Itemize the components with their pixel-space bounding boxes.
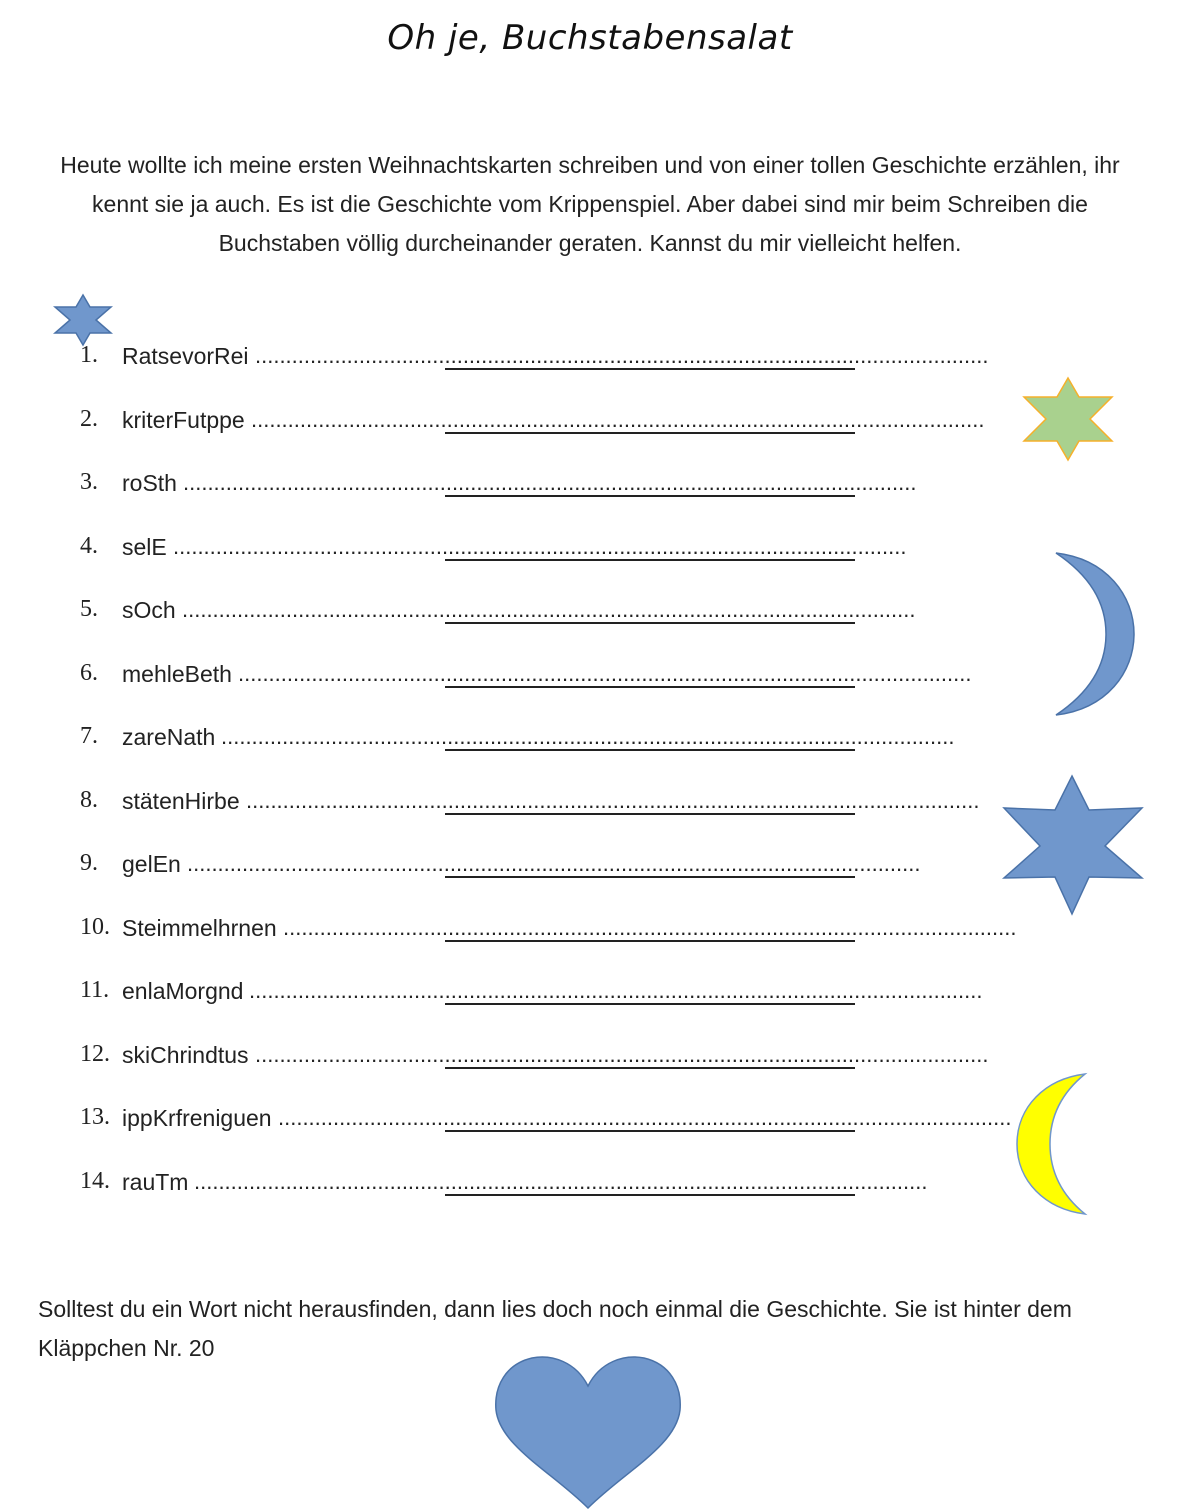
scrambled-word: skiChrindtus (122, 1041, 249, 1068)
item-number: 6. (80, 659, 98, 686)
item-number: 11. (80, 977, 110, 1003)
list-item (0, 846, 921, 886)
answer-line[interactable] (445, 559, 855, 561)
star-icon (54, 294, 112, 346)
list-item (0, 338, 989, 378)
answer-line[interactable] (445, 686, 855, 688)
item-number: 8. (80, 786, 98, 813)
list-item (0, 719, 955, 759)
heart-icon (492, 1354, 684, 1509)
answer-line[interactable] (445, 1067, 855, 1069)
dot-leader: ........................................................................................................................ (182, 597, 916, 622)
scrambled-word: enlaMorgnd (122, 978, 244, 1004)
item-number: 12. (80, 1040, 110, 1067)
answer-line[interactable] (445, 749, 855, 751)
dot-leader: ........................................................................................................................ (187, 851, 921, 876)
star-icon (1022, 376, 1114, 462)
answer-line[interactable] (445, 368, 855, 370)
dot-leader: ........................................................................................................................ (246, 787, 980, 813)
answer-line[interactable] (445, 495, 855, 497)
scrambled-word: sOch (122, 597, 176, 623)
item-number: 9. (80, 850, 98, 876)
list-item (0, 529, 907, 569)
list-item (0, 1037, 989, 1077)
footer-note: Solltest du ein Wort nicht herausfinden, dann lies doch noch einmal die Geschichte. Sie ist hinter dem Kläppchen Nr. 20 (38, 1296, 1072, 1361)
dot-leader: ........................................................................................................................ (183, 470, 917, 495)
scrambled-word: gelEn (122, 851, 181, 877)
item-number: 13. (80, 1104, 110, 1130)
dot-leader: ........................................................................................................................ (249, 978, 983, 1003)
star-icon (1002, 774, 1144, 916)
moon-icon (1015, 1071, 1089, 1217)
list-item (0, 783, 980, 823)
answer-line[interactable] (445, 1130, 855, 1132)
scrambled-word: roSth (122, 470, 177, 496)
answer-line[interactable] (445, 622, 855, 624)
answer-line[interactable] (445, 813, 855, 815)
dot-leader: ........................................................................................................................ (255, 1041, 989, 1067)
dot-leader: ........................................................................................................................ (255, 343, 989, 368)
dot-leader: ........................................................................................................................ (283, 914, 1017, 940)
list-item (0, 465, 917, 505)
item-number: 2. (80, 405, 98, 432)
dot-leader: ........................................................................................................................ (194, 1168, 928, 1194)
scrambled-word: kriterFutppe (122, 406, 245, 433)
item-number: 14. (80, 1167, 110, 1194)
list-item (0, 910, 1017, 950)
answer-line[interactable] (445, 940, 855, 942)
list-item (0, 973, 983, 1013)
item-number: 10. (80, 913, 110, 940)
scrambled-word: rauTm (122, 1168, 189, 1195)
list-item (0, 592, 916, 632)
list-item (0, 1100, 1012, 1140)
item-number: 1. (80, 342, 98, 368)
item-number: 3. (80, 469, 98, 495)
dot-leader: ........................................................................................................................ (173, 533, 907, 559)
answer-line[interactable] (445, 1003, 855, 1005)
item-number: 4. (80, 532, 98, 559)
dot-leader: ........................................................................................................................ (238, 660, 972, 686)
item-number: 5. (80, 596, 98, 622)
moon-icon (1052, 551, 1136, 717)
scrambled-word: stätenHirbe (122, 787, 240, 814)
dot-leader: ........................................................................................................................ (278, 1105, 1012, 1130)
page-title: Oh je, Buchstabensalat (387, 18, 793, 58)
scrambled-word: selE (122, 533, 167, 560)
scrambled-word: zareNath (122, 724, 216, 750)
answer-line[interactable] (445, 876, 855, 878)
item-number: 7. (80, 723, 98, 749)
list-item (0, 402, 985, 442)
dot-leader: ........................................................................................................................ (251, 406, 985, 432)
list-item (0, 656, 972, 696)
intro-paragraph: Heute wollte ich meine ersten Weihnachtskarten schreiben und von einer tollen Geschichte erzählen, ihr kennt sie ja auch. Es ist die Geschichte vom Krippenspiel. Aber dabei sind mir beim Schreiben die Buchstaben völlig durcheinander geraten. Kannst du mir vielleicht helfen. (60, 152, 1120, 256)
dot-leader: ........................................................................................................................ (221, 724, 955, 749)
answer-line[interactable] (445, 432, 855, 434)
answer-line[interactable] (445, 1194, 855, 1196)
scrambled-word: mehleBeth (122, 660, 232, 687)
scrambled-word: Steimmelhrnen (122, 914, 277, 941)
list-item (0, 1164, 928, 1204)
scrambled-word: ippKrfreniguen (122, 1105, 272, 1131)
scrambled-word: RatsevorRei (122, 343, 249, 369)
